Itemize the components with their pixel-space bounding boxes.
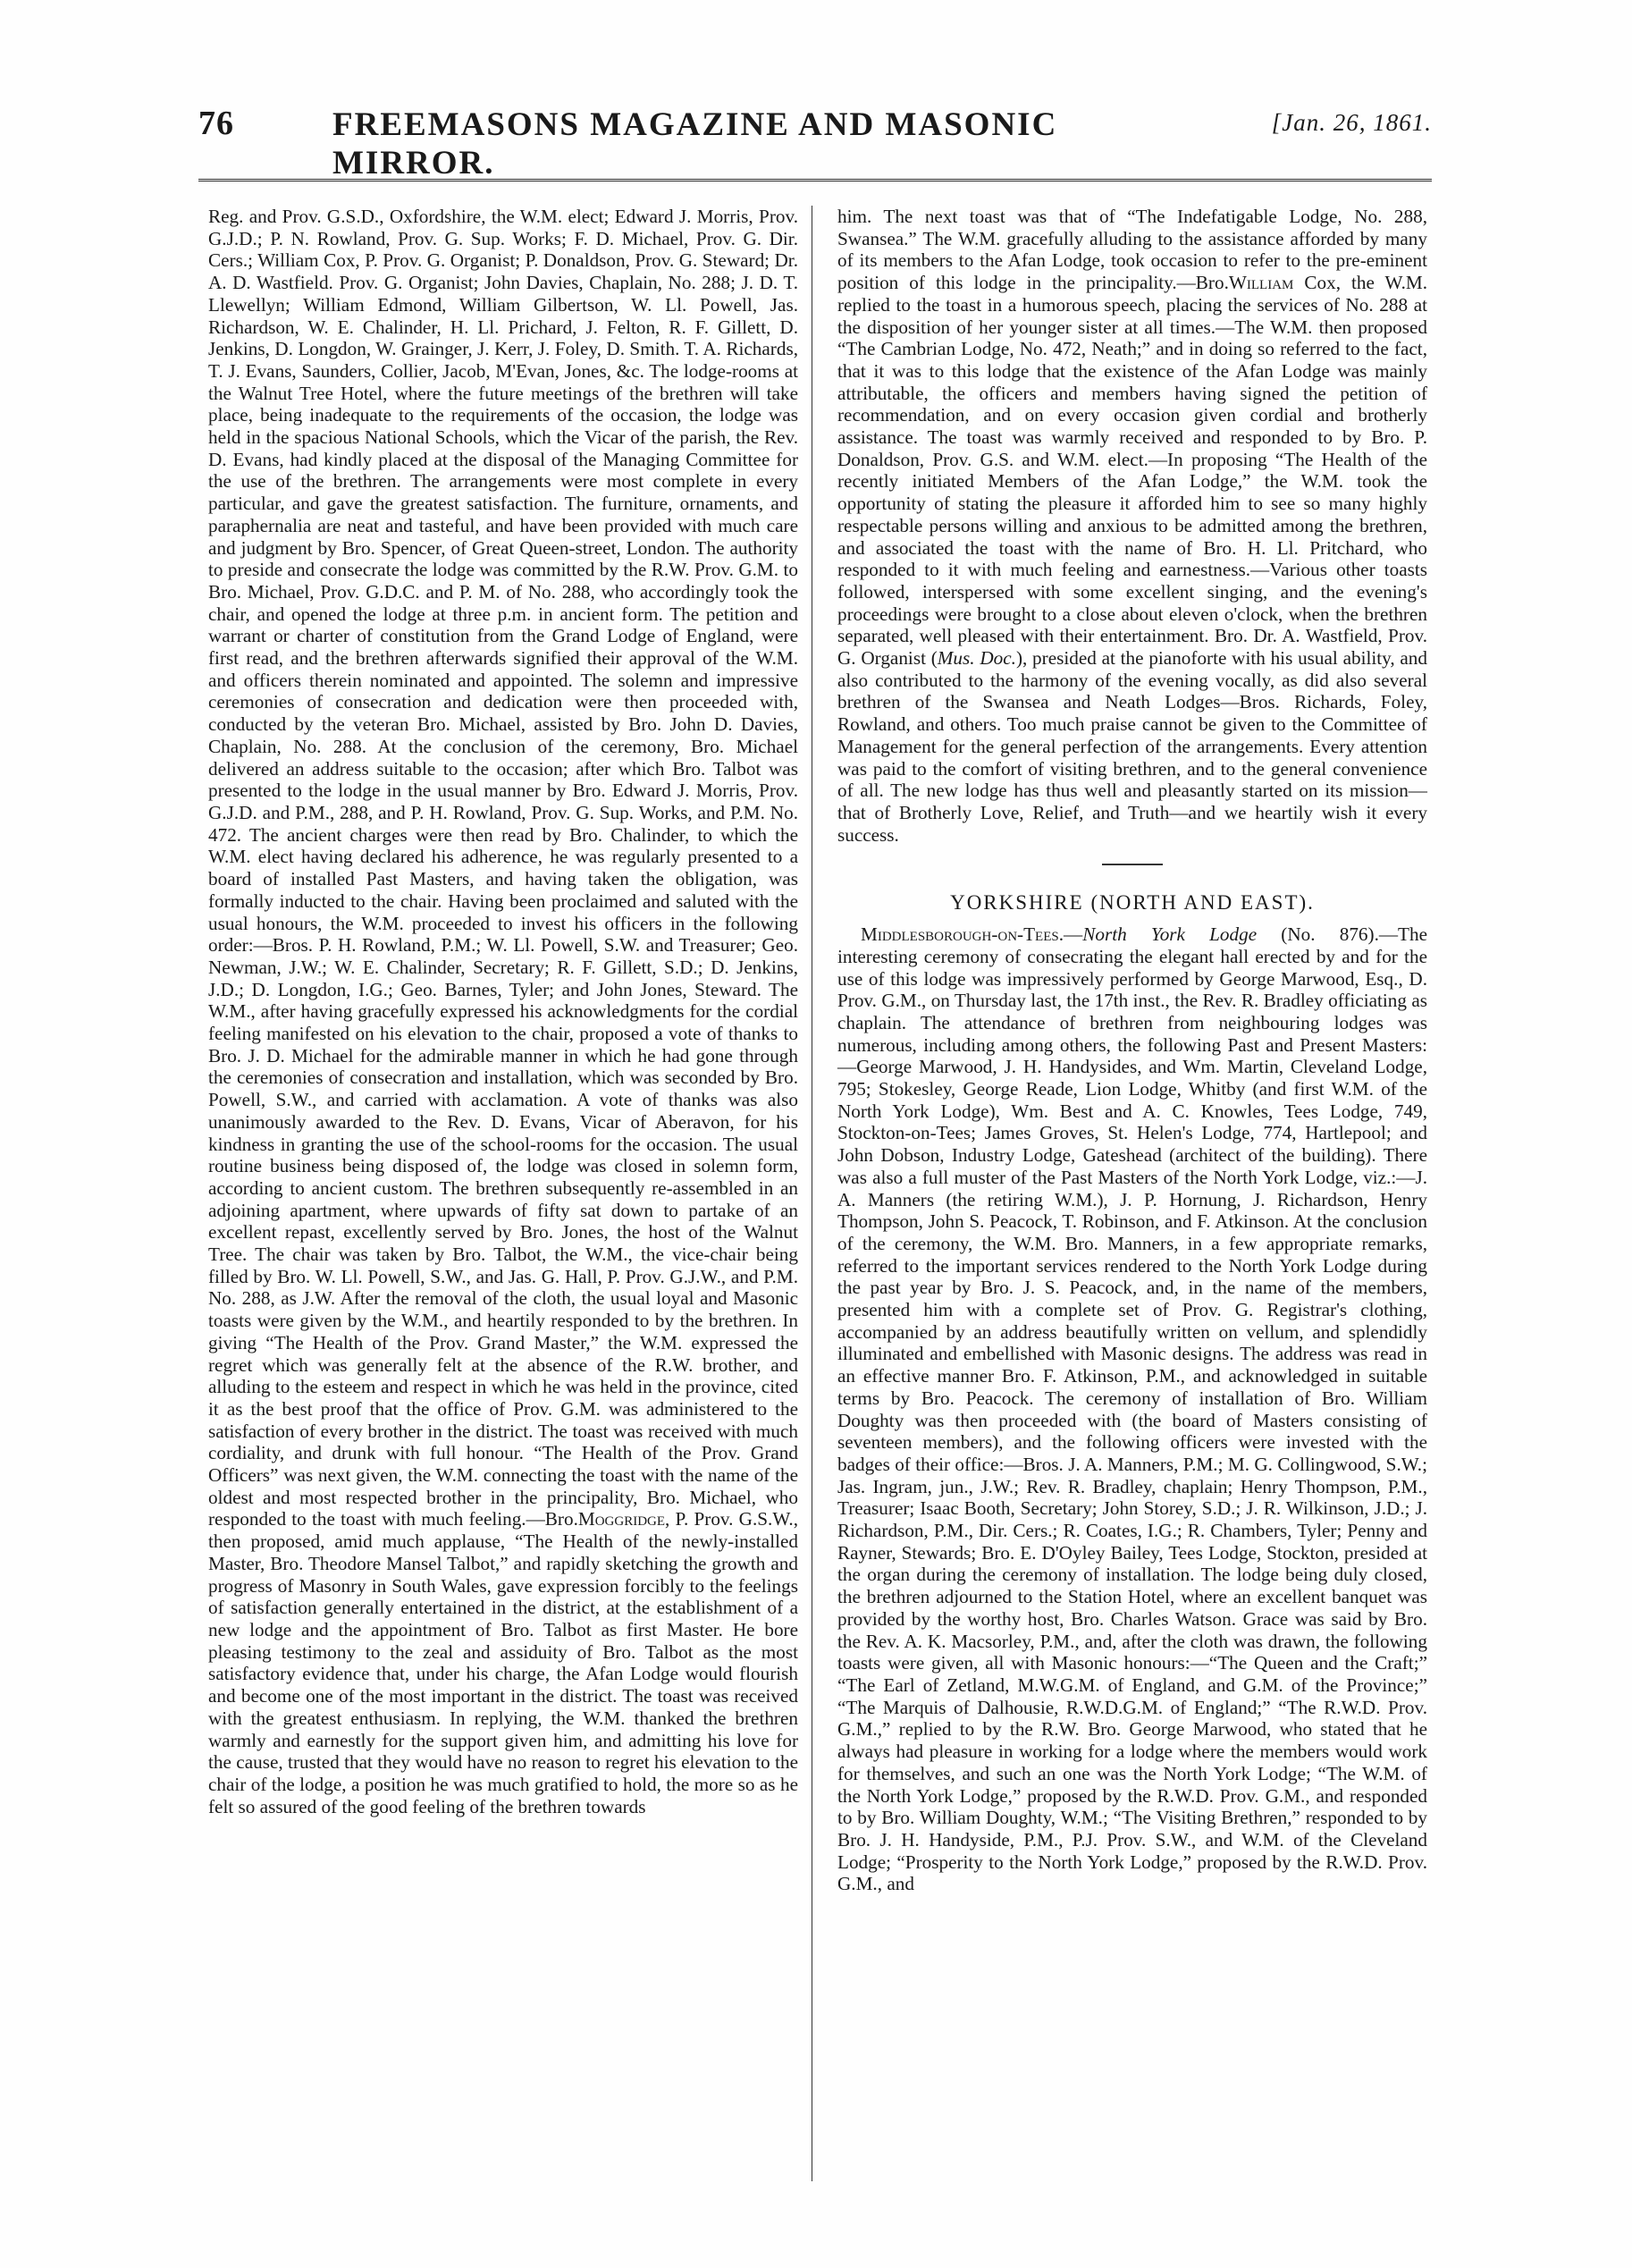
section-heading: YORKSHIRE (NORTH AND EAST). bbox=[950, 891, 1315, 915]
yorkshire-paragraph bbox=[837, 923, 1427, 1895]
right-text-part-2: Cox, the W.M. replied to the toast in a humorous speech, placing the services of No. 288 at the disposition of her younger sister at all times.—The W.M. then proposed “The Cambrian Lodge, No. 472, Neath;” and in doing so referred to the fact, that it was to this lodge that the existence of the Afan Lodge was mainly attributable, the officers and members having signed the petition of recommendation, and on every occasion given cordial and brotherly assistance. The toast was warmly received and responded to by Bro. P. Donaldson, Prov. G.S. and W.M. elect.—In proposing “The Health of the recently initiated Members of the Afan Lodge,” the W.M. took the opportunity of stating the pleasure it afforded him to see so many highly respectable persons willing and anxious to be admitted among the brethren, and associated the toast with the name of Bro. H. Ll. Pritchard, who responded to it with much feeling and earnestness.—Various other toasts followed, interspersed with some excellent singing, and the evening's proceedings were brought to a close about eleven o'clock, when the brethren separated, well pleased with their entertainment. Bro. Dr. A. Wastfield, Prov. G. Organist ( bbox=[837, 272, 1427, 670]
running-title: FREEMASONS MAGAZINE AND MASONIC MIRROR. bbox=[332, 106, 1058, 181]
right-small-caps-name: William bbox=[1228, 272, 1294, 294]
issue-date: [Jan. 26, 1861. bbox=[1271, 109, 1432, 136]
left-column bbox=[208, 206, 798, 1817]
right-text-part-3: ), presided at the pianoforte with his usual ability, and also contributed to the harmony of the evening vocally, as did also several brethren of the Swansea and Neath Lodges—Bros. Richards, Foley, Rowland, and others. Too much praise cannot be given to the Committee of Management for the general perfection of the arrangements. Every attention was paid to the comfort of visiting brethren, and to the general convenience of all. The new lodge has thus well and pleasantly started on its mission—that of Brotherly Love, Relief, and Truth—and we heartily wish it every success. bbox=[837, 647, 1427, 846]
left-text-part-1: Reg. and Prov. G.S.D., Oxfordshire, the W.M. elect; Edward J. Morris, Prov. G.J.D.; P. N. Rowland, Prov. G. Sup. Works; F. D. Michael, Prov. G. Dir. Cers.; William Cox, P. Prov. G. Organist; P. Donaldson, Prov. G. Steward; Dr. A. D. Wastfield. Prov. G. Organist; John Davies, Chaplain, No. 288; J. D. T. Llewellyn; William Edmond, William Gilbertson, W. Ll. Powell, Jas. Richardson, W. E. Chalinder, H. Ll. Prichard, J. Felton, R. F. Gillett, D. Jenkins, D. Longdon, W. Grainger, J. Kerr, J. Foley, D. Smith. T. A. Richards, T. J. Evans, Saunders, Collier, Jacob, M'Evan, Jones, &c. The lodge-rooms at the Walnut Tree Hotel, where the future meetings of the brethren will take place, being inadequate to the requirements of the occasion, the lodge was held in the spacious National Schools, which the Vicar of the parish, the Rev. D. Evans, had kindly placed at the disposal of the Managing Committee for the use of the brethren. The arrangements were most complete in every particular, and gave the greatest satisfaction. The furniture, ornaments, and paraphernalia are neat and tasteful, and have been provided with much care and judgment by Bro. Spencer, of Great Queen-street, London. The authority to preside and consecrate the lodge was committed by the R.W. Prov. G.M. to Bro. Michael, Prov. G.D.C. and P. M. of No. 288, who accordingly took the chair, and opened the lodge at three p.m. in ancient form. The petition and warrant or charter of constitution from the Grand Lodge of England, were first read, and the brethren afterwards signified their approval of the W.M. and officers therein nominated and appointed. The solemn and impressive ceremonies of consecration and dedication were then proceeded with, conducted by the veteran Bro. Michael, assisted by Bro. John D. Davies, Chaplain, No. 288. At the conclusion of the ceremony, Bro. Michael delivered an address suitable to the occasion; after which Bro. Talbot was presented to the lodge in the usual manner by Bro. Edward J. Morris, Prov. G.J.D. and P.M., 288, and P. H. Rowland, Prov. G. Sup. Works, and P.M. No. 472. The ancient charges were then read by Bro. Chalinder, to which the W.M. elect having declared his adherence, he was regularly presented to a board of installed Past Masters, and having taken the obligation, was formally inducted to the chair. Having been proclaimed and saluted with the usual honours, the W.M. proceeded to invest his officers in the following order:—Bros. P. H. Rowland, P.M.; W. Ll. Powell, S.W. and Treasurer; Geo. Newman, J.W.; W. E. Chalinder, Secretary; R. F. Gillett, S.D.; D. Jenkins, J.D.; D. Longdon, I.G.; Geo. Barnes, Tyler; and John Jones, Steward. The W.M., after having gracefully expressed his acknowledgments for the cordial feeling manifested on his elevation to the chair, proposed a vote of thanks to Bro. J. D. Michael for the admirable manner in which he had gone through the ceremonies of consecration and installation, which was seconded by Bro. Powell, S.W., and carried with acclamation. A vote of thanks was also unanimously awarded to the Rev. D. Evans, Vicar of Aberavon, for his kindness in granting the use of the school-rooms for the occasion. The usual routine business being disposed of, the lodge was closed in solemn form, according to ancient custom. The brethren subsequently re-assembled in an adjoining apartment, where upwards of fifty sat down to partake of an excellent repast, excellently served by Bro. Jones, the host of the Walnut Tree. The chair was taken by Bro. Talbot, the W.M., the vice-chair being filled by Bro. W. Ll. Powell, S.W., and Jas. G. Hall, P. Prov. G.J.W., and P.M. No. 288, as J.W. After the removal of the cloth, the usual loyal and Masonic toasts were given by the W.M., and heartily responded to by the brethren. In giving “The Health of the Prov. Grand Master,” the W.M. expressed the regret which was generally felt at the absence of the R.W. brother, and alluding to the esteem and respect in which he was held in the province, cited it as the best proof that the office of Prov. G.M. was administered to the satisfaction of every brother in the district. The toast was received with much cordiality, and drunk with full honour. “The Health of the Prov. Grand Officers” was next given, the W.M. connecting the toast with the name of the oldest and most respected brother in the principality, Bro. Michael, who responded to the toast with much feeling.—Bro. bbox=[208, 206, 798, 1530]
page-number: 76 bbox=[198, 105, 234, 142]
left-text-part-2: , P. Prov. G.S.W., then proposed, amid much applause, “The Health of the newly-installed Master, Bro. Theodore Mansel Talbot,” and rapidly sketching the growth and progress of Masonry in South Wales, gave expression forcibly to the feelings of satisfaction generally entertained in the district, at the establishment of a new lodge and the appointment of Bro. Talbot as first Master. He bore pleasing testimony to the zeal and assiduity of Bro. Talbot as the most satisfactory evidence that, under his charge, the Afan Lodge would flourish and become one of the most important in the district. The toast was received with the greatest enthusiasm. In replying, the W.M. thanked the brethren warmly and earnestly for the support given him, and admitting his love for the cause, trusted that they would have no reason to regret his elevation to the chair of the lodge, a position he was much gratified to hold, the more so as he felt so assured of the good feeling of the brethren towards bbox=[208, 1508, 798, 1817]
right-column-paragraph bbox=[837, 206, 1427, 846]
yorkshire-text: (No. 876).—The interesting ceremony of consecrating the elegant hall erected by and for the use of this lodge was impressively performed by George Marwood, Esq., D. Prov. G.M., on Thursday last, the 17th inst., the Rev. R. Bradley officiating as chaplain. The attendance of brethren from neighbouring lodges was numerous, including among others, the following Past and Present Masters:—George Marwood, J. H. Handysides, and Wm. Martin, Cleveland Lodge, 795; Stokesley, George Reade, Lion Lodge, Whitby (and first W.M. of the North York Lodge), Wm. Best and A. C. Knowles, Tees Lodge, 749, Stockton-on-Tees; James Groves, St. Helen's Lodge, 774, Hartlepool; and John Dobson, Industry Lodge, Gateshead (architect of the building). There was also a full muster of the Past Masters of the North York Lodge, viz.:—J. A. Manners (the retiring W.M.), J. P. Hornung, J. Richardson, Henry Thompson, John S. Peacock, T. Robinson, and F. Atkinson. At the conclusion of the ceremony, the W.M. Bro. Manners, in a few appropriate remarks, referred to the important services rendered to the North York Lodge during the past year by Bro. J. S. Peacock, and, in the name of the members, presented him with a complete set of Prov. G. Registrar's clothing, accompanied by an address beautifully written on vellum, and splendidly illuminated and embellished with Masonic designs. The address was read in an effective manner Bro. F. Atkinson, P.M., and acknowledged in suitable terms by Bro. Peacock. The ceremony of installation of Bro. William Doughty was then proceeded with (the board of Masters consisting of seventeen members), and the following officers were invested with the badges of their office:—Bros. J. A. Manners, P.M.; M. G. Collingwood, S.W.; Jas. Ingram, jun., J.W.; Rev. R. Bradley, chaplain; Henry Thompson, P.M., Treasurer; Isaac Booth, Secretary; John Storey, S.D.; J. R. Wilkinson, J.D.; J. Richardson, P.M., Dir. Cers.; R. Coates, I.G.; R. Chambers, Tyler; Penny and Rayner, Stewards; Bro. E. D'Oyley Bailey, Tees Lodge, Stockton, presided at the organ during the ceremony of installation. The lodge being duly closed, the brethren adjourned to the Station Hotel, where an excellent banquet was provided by the worthy host, Bro. Charles Watson. Grace was said by Bro. the Rev. A. K. Macsorley, P.M., and, after the cloth was drawn, the following toasts were given, all with Masonic honours:—“The Queen and the Craft;” “The Earl of Zetland, M.W.G.M. of England, and G.M. of the Province;” “The Marquis of Dalhousie, R.W.D.G.M. of England;” “The R.W.D. Prov. G.M.,” replied to by the R.W. Bro. George Marwood, who stated that he always had pleasure in working for a lodge where the members would work for themselves, and such an one was the North York Lodge; “The W.M. of the North York Lodge,” proposed by the R.W.D. Prov. G.M., and responded to by Bro. William Doughty, W.M.; “The Visiting Brethren,” responded to by Bro. J. H. Handyside, P.M., P.J. Prov. S.W., and W.M. of the Cleveland Lodge; “Prosperity to the North York Lodge,” proposed by the R.W.D. Prov. G.M., and bbox=[837, 923, 1427, 1895]
header-rule bbox=[198, 179, 1432, 181]
place-name: Middlesborough-on-Tees. bbox=[861, 923, 1064, 946]
right-text-part-1: him. The next toast was that of “The Indefatigable Lodge, No. 288, Swansea.” The W.M. gracefully alluding to the assistance afforded by many of its members to the Afan Lodge, took occasion to refer to the pre-eminent position of this lodge in the principality.—Bro. bbox=[837, 206, 1427, 294]
section-rule bbox=[1102, 864, 1163, 865]
left-column-paragraph bbox=[208, 206, 798, 1817]
italic-degree: Mus. Doc. bbox=[937, 647, 1016, 670]
lodge-name: North York Lodge bbox=[1082, 923, 1258, 946]
left-small-caps-name: Moggridge bbox=[577, 1508, 666, 1530]
right-column bbox=[837, 206, 1427, 1895]
place-dash: — bbox=[1064, 923, 1083, 946]
page-header bbox=[198, 104, 1432, 181]
